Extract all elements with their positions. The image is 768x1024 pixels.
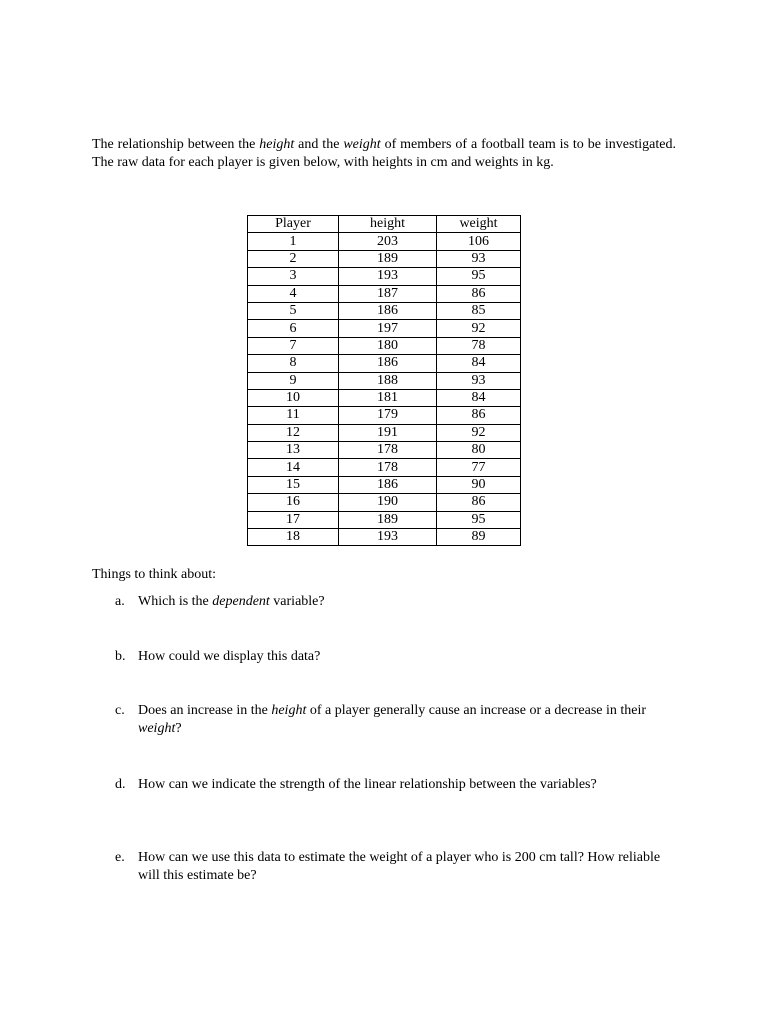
cell-player: 1: [248, 233, 339, 250]
table-row: [248, 442, 521, 459]
table-row: [248, 372, 521, 389]
cell-weight: 95: [437, 511, 521, 528]
table-header-row: [248, 216, 521, 233]
question-item: [115, 849, 675, 885]
question-item: [115, 776, 675, 794]
cell-height: 189: [339, 511, 437, 528]
cell-player: 9: [248, 372, 339, 389]
table-row: [248, 476, 521, 493]
cell-height: 188: [339, 372, 437, 389]
cell-player: 11: [248, 407, 339, 424]
cell-weight: 78: [437, 337, 521, 354]
intro-text-3: of members of a football team is to be investigated. The raw data for each player is given below, with heights in cm and weights in kg.: [92, 137, 676, 170]
question-text-part: How can we use this data to estimate the weight of a player who is 200 cm tall? How reliable will this estimate be?: [138, 850, 661, 883]
cell-player: 15: [248, 476, 339, 493]
intro-emphasis-height: height: [259, 137, 295, 152]
question-label: e.: [115, 850, 125, 865]
table-row: [248, 285, 521, 302]
question-label: c.: [115, 703, 125, 718]
cell-player: 5: [248, 302, 339, 319]
cell-height: 203: [339, 233, 437, 250]
question-emphasis: height: [271, 703, 307, 718]
column-header-player: Player: [248, 216, 339, 233]
cell-weight: 92: [437, 320, 521, 337]
table-row: [248, 337, 521, 354]
table-row: [248, 320, 521, 337]
cell-height: 186: [339, 476, 437, 493]
table-row: [248, 459, 521, 476]
question-text: [138, 776, 675, 794]
table-row: [248, 424, 521, 441]
cell-player: 10: [248, 389, 339, 406]
question-text-part: of a player generally cause an increase or a decrease in their: [306, 703, 647, 718]
question-text-part: How can we indicate the strength of the linear relationship between the variables?: [138, 777, 597, 792]
question-label: b.: [115, 649, 126, 664]
cell-weight: 77: [437, 459, 521, 476]
cell-player: 17: [248, 511, 339, 528]
question-text: [138, 702, 675, 738]
question-item: [115, 648, 675, 666]
table-row: [248, 494, 521, 511]
cell-weight: 86: [437, 494, 521, 511]
table-row: [248, 355, 521, 372]
cell-height: 180: [339, 337, 437, 354]
cell-height: 197: [339, 320, 437, 337]
column-header-weight: weight: [437, 216, 521, 233]
question-text: [138, 593, 675, 611]
question-item: [115, 593, 675, 611]
intro-text-1: The relationship between the: [92, 137, 260, 152]
cell-player: 8: [248, 355, 339, 372]
intro-text-2: and the: [294, 137, 344, 152]
cell-height: 178: [339, 442, 437, 459]
cell-weight: 89: [437, 529, 521, 546]
cell-weight: 95: [437, 268, 521, 285]
cell-weight: 106: [437, 233, 521, 250]
cell-height: 193: [339, 268, 437, 285]
cell-weight: 86: [437, 285, 521, 302]
cell-height: 186: [339, 302, 437, 319]
cell-height: 190: [339, 494, 437, 511]
table-row: [248, 268, 521, 285]
question-text-part: Which is the: [138, 594, 213, 609]
question-text: [138, 849, 675, 885]
cell-weight: 86: [437, 407, 521, 424]
cell-weight: 90: [437, 476, 521, 493]
player-data-table: [247, 215, 521, 546]
cell-player: 12: [248, 424, 339, 441]
table-row: [248, 511, 521, 528]
question-item: [115, 702, 675, 738]
cell-player: 14: [248, 459, 339, 476]
table-row: [248, 302, 521, 319]
table-row: [248, 529, 521, 546]
cell-player: 16: [248, 494, 339, 511]
table-row: [248, 250, 521, 267]
cell-weight: 85: [437, 302, 521, 319]
cell-player: 13: [248, 442, 339, 459]
question-emphasis: dependent: [212, 594, 270, 609]
cell-player: 3: [248, 268, 339, 285]
table-row: [248, 407, 521, 424]
cell-player: 7: [248, 337, 339, 354]
cell-weight: 93: [437, 250, 521, 267]
cell-height: 187: [339, 285, 437, 302]
question-text-part: ?: [175, 721, 182, 736]
cell-height: 181: [339, 389, 437, 406]
cell-player: 4: [248, 285, 339, 302]
table-body: [248, 233, 521, 546]
cell-height: 191: [339, 424, 437, 441]
cell-player: 2: [248, 250, 339, 267]
question-text: [138, 648, 675, 666]
column-header-height: height: [339, 216, 437, 233]
question-label: a.: [115, 594, 125, 609]
cell-height: 189: [339, 250, 437, 267]
question-text-part: Does an increase in the: [138, 703, 272, 718]
question-emphasis: weight: [138, 721, 176, 736]
cell-weight: 84: [437, 389, 521, 406]
intro-emphasis-weight: weight: [343, 137, 381, 152]
cell-weight: 84: [437, 355, 521, 372]
cell-weight: 80: [437, 442, 521, 459]
question-label: d.: [115, 777, 126, 792]
cell-height: 186: [339, 355, 437, 372]
cell-weight: 93: [437, 372, 521, 389]
question-text-part: variable?: [269, 594, 325, 609]
cell-height: 179: [339, 407, 437, 424]
cell-player: 18: [248, 529, 339, 546]
cell-height: 178: [339, 459, 437, 476]
question-text-part: How could we display this data?: [138, 649, 321, 664]
things-heading: Things to think about:: [92, 567, 217, 582]
intro-paragraph: [92, 136, 676, 172]
cell-height: 193: [339, 529, 437, 546]
cell-player: 6: [248, 320, 339, 337]
table-row: [248, 233, 521, 250]
table-row: [248, 389, 521, 406]
cell-weight: 92: [437, 424, 521, 441]
